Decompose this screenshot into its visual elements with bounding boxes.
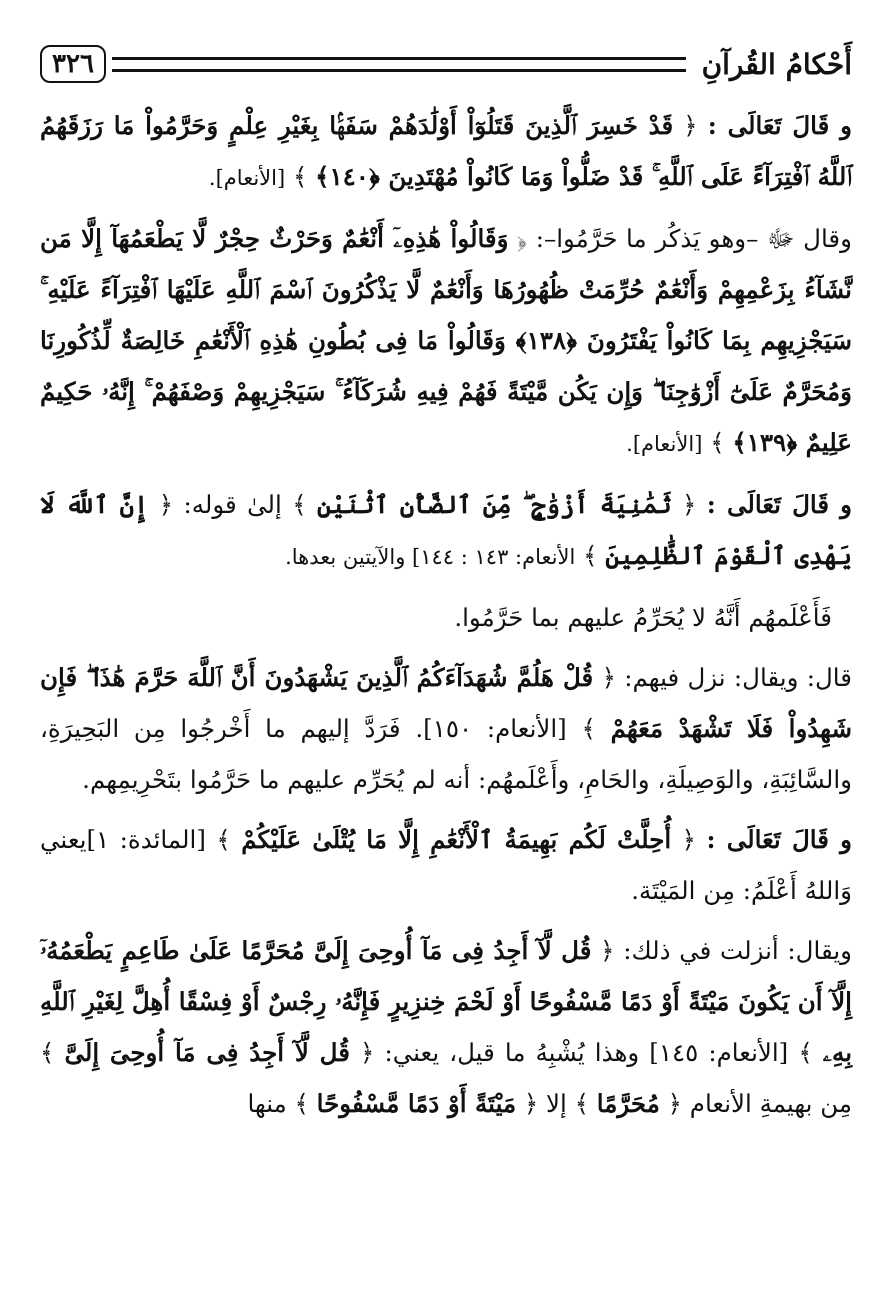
header-double-rule [112,57,686,72]
paragraph-3 [40,479,852,583]
ornate-bracket-open: ﴿ [682,490,697,519]
intro-text: وقال ﷻ –وهو يَذكُر ما حَرَّمُوا–: [535,224,852,253]
ornate-bracket-close: ﴾ [292,490,307,519]
speaker-label: و قَالَ تَعَالَى : [706,825,852,854]
ornate-bracket-close: ﴾ [40,1038,55,1067]
page-number: ٣٢٦ [40,45,106,83]
ornate-bracket-open: ﴿ [360,1038,375,1067]
page-header [40,34,852,94]
verse-reference: [الأنعام]. [626,432,703,456]
ornate-bracket-close: ﴾ [216,825,231,854]
page-body [40,100,852,1138]
quran-verse: مُحَرَّمًا [596,1089,660,1118]
ornate-bracket-open: ﴿ [683,111,698,140]
ornate-bracket-close: ﴾ [583,541,598,570]
ornate-bracket-close: ﴾ [294,1089,309,1118]
paragraph-1 [40,100,852,204]
speaker-label: و قَالَ تَعَالَى : [707,111,852,140]
intro-text: قال: ويقال: نزل فيهم: [624,663,852,692]
verse-reference: الأنعام: ١٤٣ : ١٤٤] والآيتين بعدها. [285,545,576,569]
ornate-bracket-close: ﴾ [581,714,596,743]
quran-verse: إِنَّ ٱللَّهَ لَا يَهْدِى ٱلْقَوْمَ ٱلظَّٰلِمِينَ [40,490,852,570]
quran-verse: وَقَالُواْ هَٰذِهِۦٓ أَنْعَٰمٌ وَحَرْثٌ حِجْرٌ لَّا يَطْعَمُهَآ إِلَّا مَن نَّشَآءُ بِزَعْمِهِمْ وَأَنْعَٰمٌ حُرِّمَتْ ظُهُورُهَا وَأَنْعَٰمٌ لَّا يَذْكُرُونَ ٱسْمَ ٱللَّهِ عَلَيْهَا ٱفْتِرَآءً عَلَيْهِ ۚ سَيَجْزِيهِم بِمَا كَانُواْ يَفْتَرُونَ ﴿١٣٨﴾ وَقَالُواْ مَا فِى بُطُونِ هَٰذِهِ ٱلْأَنْعَٰمِ خَالِصَةٌ لِّذُكُورِنَا وَمُحَرَّمٌ عَلَىٰٓ أَزْوَٰجِنَا ۖ وَإِن يَكُن مَّيْتَةً فَهُمْ فِيهِ شُرَكَآءُ ۚ سَيَجْزِيهِمْ وَصْفَهُمْ ۚ إِنَّهُۥ حَكِيمٌ عَلِيمٌ ﴿١٣٩﴾ [40,224,853,457]
commentary-text: [الأنعام: ١٥٠]. فَرَدَّ إليهم ما أَخْرجُوا مِن البَحِيرَةِ، والسَّائِبَةِ، والوَصِيلَةِ، والحَامِ، وأَعْلَمهُم: أنه لم يُحَرِّم عليهم ما حَرَّمُوا بتَحْرِيمِهم. [40,714,852,794]
ornate-bracket-close: ﴾ [574,1089,589,1118]
quran-verse: مَيْتَةً أَوْ دَمًا مَّسْفُوحًا [316,1089,517,1118]
paragraph-7 [40,925,852,1129]
book-title: أَحْكامُ القُرآنِ [701,47,852,81]
verse-reference: [الأنعام]. [208,166,286,190]
intro-text: ويقال: أنزلت في ذلك: [623,936,852,965]
ornate-bracket-open: ﴿ [523,1089,539,1118]
ornate-bracket-open: ﴿ [517,224,528,253]
paragraph-4 [40,592,852,643]
commentary-text: فَأَعْلَمهُم أَنَّهُ لا يُحَرِّمُ عليهم بما حَرَّمُوا. [454,603,832,632]
ornate-bracket-open: ﴿ [601,663,616,692]
ornate-bracket-close: ﴾ [710,428,725,457]
ornate-bracket-close: ﴾ [292,162,308,191]
connector-text: إلا [546,1089,567,1118]
quran-verse: ثَمَٰنِيَةَ أَزْوَٰجٍ ۖ مِّنَ ٱلضَّأْنِ ٱثْنَيْنِ [316,490,672,519]
quran-verse: أُحِلَّتْ لَكُم بَهِيمَةُ ٱلْأَنْعَٰمِ إِلَّا مَا يُتْلَىٰ عَلَيْكُمْ [241,825,672,854]
quran-verse: قُل لَّآ أَجِدُ فِى مَآ أُوحِىَ إِلَىَّ مُحَرَّمًا عَلَىٰ طَاعِمٍ يَطْعَمُهُۥٓ إِلَّآ أَن يَكُونَ مَيْتَةً أَوْ دَمًا مَّسْفُوحًا أَوْ لَحْمَ خِنزِيرٍ فَإِنَّهُۥ رِجْسٌ أَوْ فِسْقًا أُهِلَّ لِغَيْرِ ٱللَّهِ بِهِۦ [40,936,853,1067]
quran-verse: قَدْ خَسِرَ ٱلَّذِينَ قَتَلُوٓاْ أَوْلَٰدَهُمْ سَفَهَۢا بِغَيْرِ عِلْمٍ وَحَرَّمُواْ مَا رَزَقَهُمُ ٱللَّهُ ٱفْتِرَآءً عَلَى ٱللَّهِ ۚ قَدْ ضَلُّواْ وَمَا كَانُواْ مُهْتَدِينَ ﴿١٤٠﴾ [40,111,852,191]
ornate-bracket-open: ﴿ [158,490,174,519]
connector-text: منها [247,1089,287,1118]
paragraph-2 [40,213,852,470]
paragraph-5 [40,652,852,805]
quran-verse: قُل لَّآ أَجِدُ فِى مَآ أُوحِىَ إِلَىَّ [64,1038,350,1067]
paragraph-6 [40,814,852,916]
speaker-label: و قَالَ تَعَالَى : [706,490,853,519]
ornate-bracket-open: ﴿ [600,936,615,965]
ornate-bracket-open: ﴿ [681,825,697,854]
connector-text: إلىٰ قوله: [183,490,282,519]
ornate-bracket-open: ﴿ [667,1089,682,1118]
connector-text: [الأنعام: ١٤٥] وهذا يُشْبِهُ ما قيل، يعني: [384,1038,789,1067]
ornate-bracket-close: ﴾ [798,1038,813,1067]
commentary-text: [المائدة: ١]يعني وَاللهُ أَعْلَمُ: مِن المَيْتَة. [40,825,852,905]
connector-text: مِن بهيمةِ الأنعام [689,1089,852,1118]
quran-verse: قُلْ هَلُمَّ شُهَدَآءَكُمُ ٱلَّذِينَ يَشْهَدُونَ أَنَّ ٱللَّهَ حَرَّمَ هَٰذَا ۖ فَإِن شَهِدُواْ فَلَا تَشْهَدْ مَعَهُمْ [40,663,852,743]
